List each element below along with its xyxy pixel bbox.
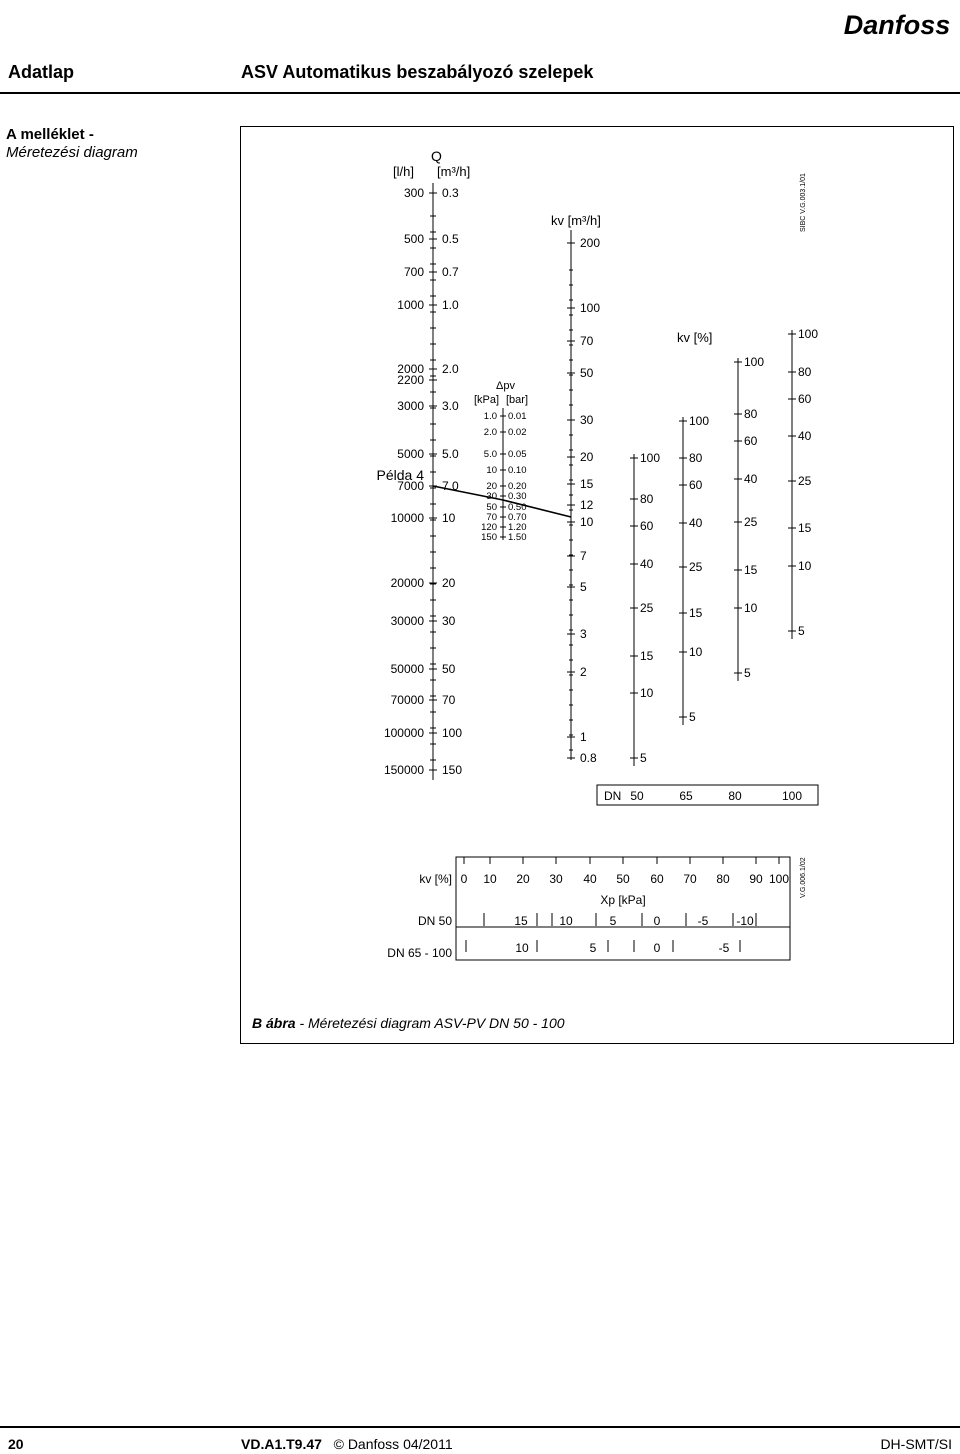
- q-m3h-value: 150: [442, 763, 463, 777]
- dn-label: 65: [679, 789, 693, 803]
- kv-value: 12: [580, 498, 594, 512]
- q-lh-value: 70000: [390, 693, 424, 707]
- xp-kv-value: 90: [749, 872, 763, 886]
- dn80-value: 15: [744, 563, 758, 577]
- logo-wordmark: Danfoss: [843, 10, 951, 40]
- dn80-value: 10: [744, 601, 758, 615]
- kv-axis-title: kv [m³/h]: [551, 213, 601, 228]
- dn50-value: 10: [640, 686, 654, 700]
- xp-kv-label: kv [%]: [419, 872, 452, 886]
- dn50-value: 60: [640, 519, 654, 533]
- caption-text: - Méretezési diagram ASV-PV DN 50 - 100: [295, 1015, 565, 1031]
- example-label: Példa 4: [376, 467, 424, 483]
- xp-kv-value: 60: [650, 872, 664, 886]
- sizing-nomogram: [241, 127, 953, 1043]
- q-lh-value: 2200: [397, 373, 424, 387]
- xp-side-code: V.G.006.1/02: [800, 857, 807, 898]
- dp-units-bar: [bar]: [506, 394, 529, 406]
- dn65-value: 100: [689, 414, 710, 428]
- kv-value: 100: [580, 301, 601, 315]
- xp-dn50-label: DN 50: [417, 914, 452, 928]
- danfoss-logo: [842, 4, 952, 46]
- q-m3h-value: 70: [442, 693, 456, 707]
- xp-kv-value: 30: [549, 872, 563, 886]
- kv-value: 7: [580, 549, 587, 563]
- q-m3h-value: 30: [442, 614, 456, 628]
- dp-bar-value: 0.70: [508, 512, 527, 523]
- side-code: SIBC V.G.003.1/01: [800, 173, 807, 232]
- dn65-value: 5: [689, 710, 696, 724]
- dp-bar-value: 0.10: [508, 465, 527, 476]
- xp-kv-value: 70: [683, 872, 697, 886]
- dp-kpa-value: 70: [486, 512, 497, 523]
- dn50-value: 15: [640, 649, 654, 663]
- xp-dn50-value: -5: [697, 914, 709, 928]
- dn-label: 50: [630, 789, 644, 803]
- xp-dn50-value: 0: [653, 914, 661, 928]
- dn100-value: 60: [798, 392, 812, 406]
- dn-label: 100: [781, 789, 803, 803]
- q-m3h-value: 5.0: [442, 447, 459, 461]
- q-lh-value: 700: [403, 265, 424, 279]
- dn100-value: 10: [798, 559, 812, 573]
- dn100-value: 25: [798, 474, 812, 488]
- dn65-value: 40: [689, 516, 703, 530]
- dn50-value: 25: [640, 601, 654, 615]
- dn80-value: 60: [744, 434, 758, 448]
- dn100-value: 5: [798, 624, 805, 638]
- xp-dn65-value: -5: [718, 941, 730, 955]
- xp-dn50-value: 5: [609, 914, 617, 928]
- kv-value: 15: [580, 477, 594, 491]
- xp-kv-value: 20: [516, 872, 530, 886]
- q-m3h-value: 0.5: [442, 232, 459, 246]
- xp-kv-value: 0: [460, 872, 468, 886]
- dp-kpa-value: 2.0: [483, 427, 497, 438]
- page-number: 20: [8, 1436, 24, 1452]
- xp-kv-value: 10: [483, 872, 497, 886]
- kv-percent-title: kv [%]: [677, 330, 713, 345]
- kv-value: 70: [580, 334, 594, 348]
- dp-kpa-value: 5.0: [483, 449, 497, 460]
- section-title: Adatlap: [8, 62, 75, 82]
- q-lh-value: 7000: [397, 479, 424, 493]
- dn50-value: 80: [640, 492, 654, 506]
- dn50-value: 5: [640, 751, 647, 765]
- q-m3h-value: 10: [442, 511, 456, 525]
- xp-dn50-value: -10: [736, 914, 754, 928]
- caption-label: B ábra: [252, 1015, 296, 1031]
- kv-value: 20: [580, 450, 594, 464]
- copyright: © Danfoss 04/2011: [333, 1436, 453, 1452]
- kv-value: 200: [580, 236, 601, 250]
- q-m3h-value: 0.7: [442, 265, 459, 279]
- q-lh-value: 150000: [383, 763, 424, 777]
- dn100-value: 100: [798, 327, 819, 341]
- kv-value: 30: [580, 413, 594, 427]
- dn-label: DN: [604, 789, 622, 803]
- q-lh-value: 30000: [390, 614, 424, 628]
- dp-bar-value: 0.20: [508, 481, 527, 492]
- kv-value: 2: [580, 665, 587, 679]
- annex-subtitle: Méretezési diagram: [6, 144, 138, 161]
- dp-kpa-value: 50: [486, 502, 497, 513]
- dp-axis-title: Δpv: [496, 380, 515, 392]
- q-units-m3h: [m³/h]: [437, 164, 471, 179]
- dn65-value: 80: [689, 451, 703, 465]
- q-lh-value: 2000: [397, 362, 424, 376]
- q-m3h-value: 2.0: [442, 362, 459, 376]
- dp-kpa-value: 150: [481, 532, 497, 543]
- xp-kv-value: 80: [716, 872, 730, 886]
- dp-bar-value: 0.05: [508, 449, 527, 460]
- xp-axis-label: Xp [kPa]: [600, 893, 646, 907]
- dn65-value: 15: [689, 606, 703, 620]
- q-lh-value: 1000: [397, 298, 424, 312]
- dn50-value: 40: [640, 557, 654, 571]
- dp-bar-value: 1.50: [508, 532, 527, 543]
- xp-dn50-value: 10: [559, 914, 573, 928]
- dp-kpa-value: 1.0: [483, 411, 497, 422]
- q-lh-value: 300: [403, 186, 424, 200]
- page-title: ASV Automatikus beszabályozó szelepek: [241, 62, 594, 82]
- dn65-value: 25: [689, 560, 703, 574]
- dp-kpa-value: 20: [486, 481, 497, 492]
- xp-kv-value: 100: [768, 872, 790, 886]
- doc-code: VD.A1.T9.47: [241, 1436, 322, 1452]
- q-lh-value: 100000: [383, 726, 424, 740]
- dn-label: 80: [728, 789, 742, 803]
- q-m3h-value: 0.3: [442, 186, 459, 200]
- dn100-value: 15: [798, 521, 812, 535]
- q-m3h-value: 50: [442, 662, 456, 676]
- dn65-value: 60: [689, 478, 703, 492]
- annex-heading: [6, 126, 138, 162]
- q-m3h-value: 20: [442, 576, 456, 590]
- q-lh-value: 10000: [390, 511, 424, 525]
- q-units-lh: [l/h]: [393, 164, 414, 179]
- q-lh-value: 20000: [390, 576, 424, 590]
- dn65-value: 10: [689, 645, 703, 659]
- q-m3h-value: 7.0: [442, 479, 459, 493]
- dn80-value: 40: [744, 472, 758, 486]
- dp-bar-value: 0.01: [508, 411, 527, 422]
- dn100-value: 40: [798, 429, 812, 443]
- kv-value: 1: [580, 730, 587, 744]
- xp-kv-value: 50: [616, 872, 630, 886]
- dn80-value: 5: [744, 666, 751, 680]
- dp-units-kpa: [kPa]: [474, 394, 500, 406]
- q-lh-value: 500: [403, 232, 424, 246]
- xp-dn65-value: 10: [515, 941, 529, 955]
- q-m3h-value: 1.0: [442, 298, 459, 312]
- q-m3h-value: 100: [442, 726, 463, 740]
- xp-kv-value: 40: [583, 872, 597, 886]
- dp-bar-value: 0.30: [508, 491, 527, 502]
- xp-dn65-value: 5: [589, 941, 597, 955]
- kv-value: 50: [580, 366, 594, 380]
- kv-value: 3: [580, 627, 587, 641]
- dn50-value: 100: [640, 451, 661, 465]
- dp-bar-value: 0.50: [508, 502, 527, 513]
- dn80-value: 25: [744, 515, 758, 529]
- dn80-value: 100: [744, 355, 765, 369]
- footer-rule: [0, 1426, 960, 1428]
- q-lh-value: 5000: [397, 447, 424, 461]
- document-code: [241, 1436, 453, 1452]
- dn80-value: 80: [744, 407, 758, 421]
- dn100-value: 80: [798, 365, 812, 379]
- q-axis-title: Q: [431, 148, 442, 164]
- xp-dn65-label: DN 65 - 100: [387, 946, 452, 960]
- kv-value: 10: [580, 515, 594, 529]
- figure-caption: [252, 1015, 565, 1031]
- xp-dn65-value: 0: [653, 941, 661, 955]
- q-m3h-value: 3.0: [442, 399, 459, 413]
- department-code: DH-SMT/SI: [880, 1436, 952, 1452]
- annex-title: A melléklet -: [6, 126, 94, 143]
- header-rule: [0, 92, 960, 94]
- q-lh-value: 3000: [397, 399, 424, 413]
- q-lh-value: 50000: [390, 662, 424, 676]
- dp-bar-value: 0.02: [508, 427, 527, 438]
- kv-value: 0.8: [580, 751, 597, 765]
- dp-kpa-value: 10: [486, 465, 497, 476]
- xp-dn50-value: 15: [514, 914, 528, 928]
- dp-kpa-value: 30: [486, 491, 497, 502]
- kv-value: 5: [580, 580, 587, 594]
- dp-bar-value: 1.20: [508, 522, 527, 533]
- dp-kpa-value: 120: [481, 522, 497, 533]
